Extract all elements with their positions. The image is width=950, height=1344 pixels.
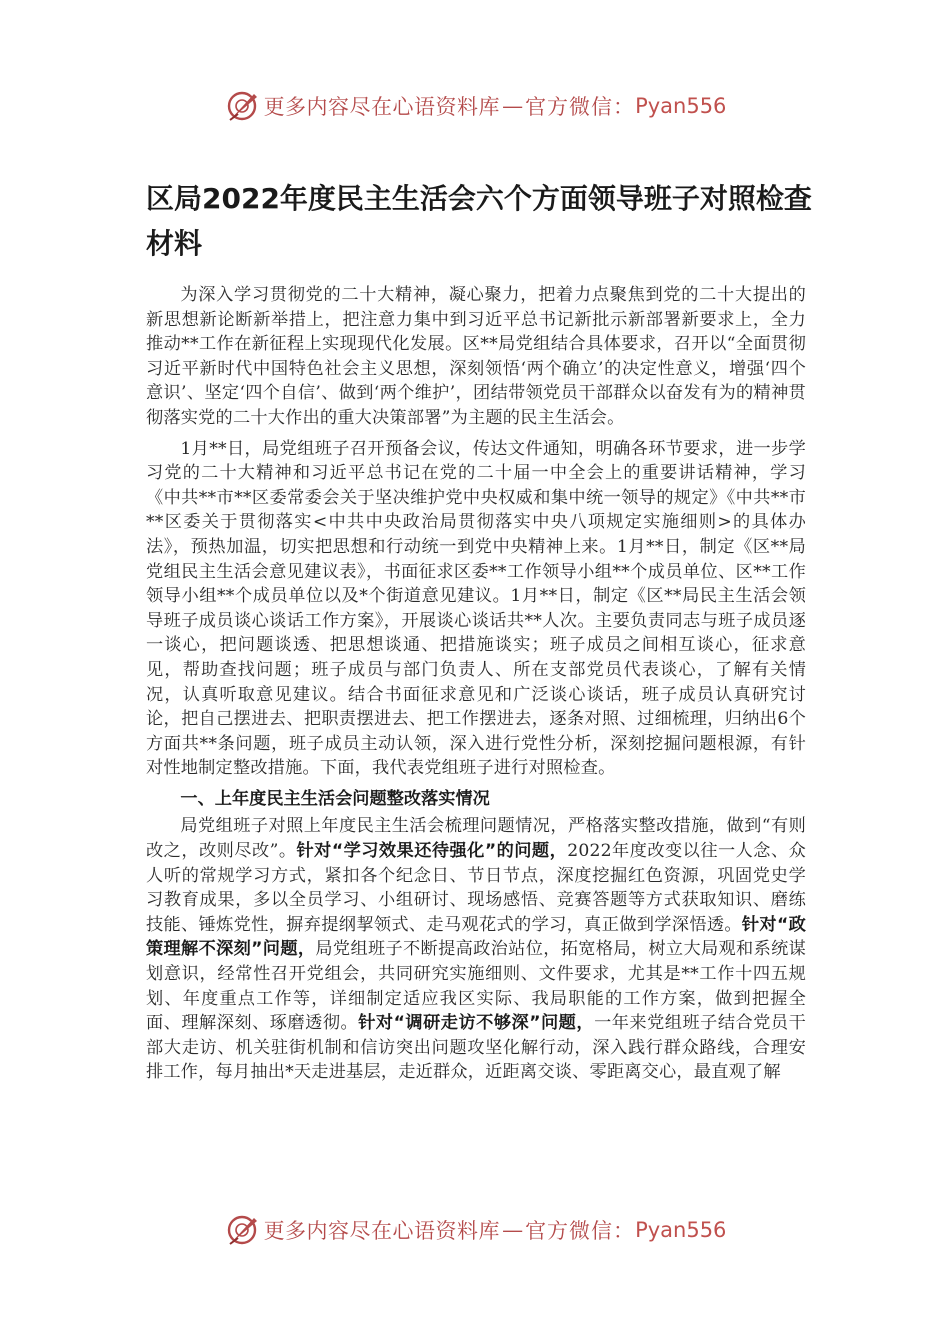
- paragraph-rectification-wrapper: [146, 814, 807, 1083]
- watermark-wechat-id: Pyan556: [635, 1218, 727, 1242]
- watermark-wechat-label: 官方微信：: [525, 95, 636, 119]
- issue-label-research: 针对“调研走访不够深”问题，: [358, 1013, 595, 1034]
- rectification-research-text: 一年来党组班子结合党员干部大走访、机关驻街机制和信访突出问题攻坚化解行动，深入践行群众路线，合理安排工作，每月抽出*天走进基层，走近群众，近距离交谈、零距离交心，最直观了解: [146, 1013, 806, 1083]
- watermark-wechat-id: Pyan556: [635, 94, 727, 118]
- rectification-study-text: 2022年度改变以往一人念、众人听的常规学习方式，紧扣各个纪念日、节日节点，深度挖掘红色资源，巩固党史学习教育成果，多以全员学习、小组研讨、现场感悟、竞赛答题等方式获取知识、磨练技能、锤炼党性，摒弃提纲挈领式、走马观花式的学习，真正做到学深悟透。: [146, 841, 806, 935]
- document-body: [146, 283, 807, 1083]
- paragraph-intro: 为深入学习贯彻党的二十大精神，凝心聚力，把着力点聚焦到党的二十大提出的新思想新论断新举措上，把注意力集中到习近平总书记新批示新部署新要求上，全力推动**工作在新征程上实现现代化发展。区**局党组结合具体要求，召开以“全面贯彻习近平新时代中国特色社会主义思想，深刻领悟‘两个确立’的决定性意义，增强‘四个意识’、坚定‘四个自信’、做到‘两个维护’，团结带领党员干部群众以奋发有为的精神贯彻落实党的二十大作出的重大决策部署”为主题的民主生活会。: [146, 285, 806, 428]
- quill-logo-icon: [224, 1212, 260, 1248]
- issue-label-policy: 针对“政策理解不深刻”问题，: [146, 914, 806, 960]
- footer-watermark: [0, 1210, 950, 1250]
- watermark-separator: —: [502, 1218, 524, 1242]
- header-watermark: [0, 86, 950, 126]
- watermark-promo-text: 更多内容尽在心语资料库: [263, 95, 501, 119]
- rectification-policy-text: 局党组班子不断提高政治站位，拓宽格局，树立大局观和系统谋划意识，经常性召开党组会，共同研究实施细则、文件要求，尤其是**工作十四五规划、年度重点工作等，详细制定适应我区实际、我局职能的工作方案，做到把握全面、理解深刻、琢磨透彻。: [146, 939, 807, 1034]
- rectification-intro: 局党组班子对照上年度民主生活会梳理问题情况，严格落实整改措施，做到“有则改之，改则尽改”。: [146, 816, 806, 862]
- paragraph-rectification: [146, 814, 806, 1085]
- section-heading-1: 一、上年度民主生活会问题整改落实情况: [180, 788, 490, 809]
- watermark-separator: —: [502, 94, 524, 118]
- watermark-promo-text: 更多内容尽在心语资料库: [263, 1219, 501, 1243]
- document-title: 区局2022年度民主生活会六个方面领导班子对照检查材料: [146, 182, 812, 260]
- paragraph-preparation: 1月**日，局党组班子召开预备会议，传达文件通知，明确各环节要求，进一步学习党的二十大精神和习近平总书记在党的二十届一中全会上的重要讲话精神，学习《中共**市**区委常委会关于坚决维护党中央权威和集中统一领导的规定》《中共**市**区委关于贯彻落实<中共中央政治局贯彻落实中央八项规定实施细则>的具体办法》，预热加温，切实把思想和行动统一到党中央精神上来。1月**日，制定《区**局党组民主生活会意见建议表》，书面征求区委**工作领导小组**个成员单位、区**工作领导小组**个成员单位以及*个街道意见建议。1月**日，制定《区**局民主生活会领导班子成员谈心谈话工作方案》，开展谈心谈话共**人次。主要负责同志与班子成员逐一谈心，把问题谈透、把思想谈通、把措施谈实；班子成员之间相互谈心，征求意见，帮助查找问题；班子成员与部门负责人、所在支部党员代表谈心，了解有关情况，认真听取意见建议。结合书面征求意见和广泛谈心谈话，班子成员认真研究讨论，把自己摆进去、把职责摆进去、把工作摆进去，逐条对照、过细梳理，归纳出6个方面共**条问题，班子成员主动认领，深入进行党性分析，深刻挖掘问题根源，有针对性地制定整改措施。下面，我代表党组班子进行对照检查。: [146, 438, 806, 779]
- issue-label-study: 针对“学习效果还待强化”的问题，: [296, 841, 568, 862]
- watermark-wechat-label: 官方微信：: [525, 1219, 636, 1243]
- quill-logo-icon: [224, 88, 260, 124]
